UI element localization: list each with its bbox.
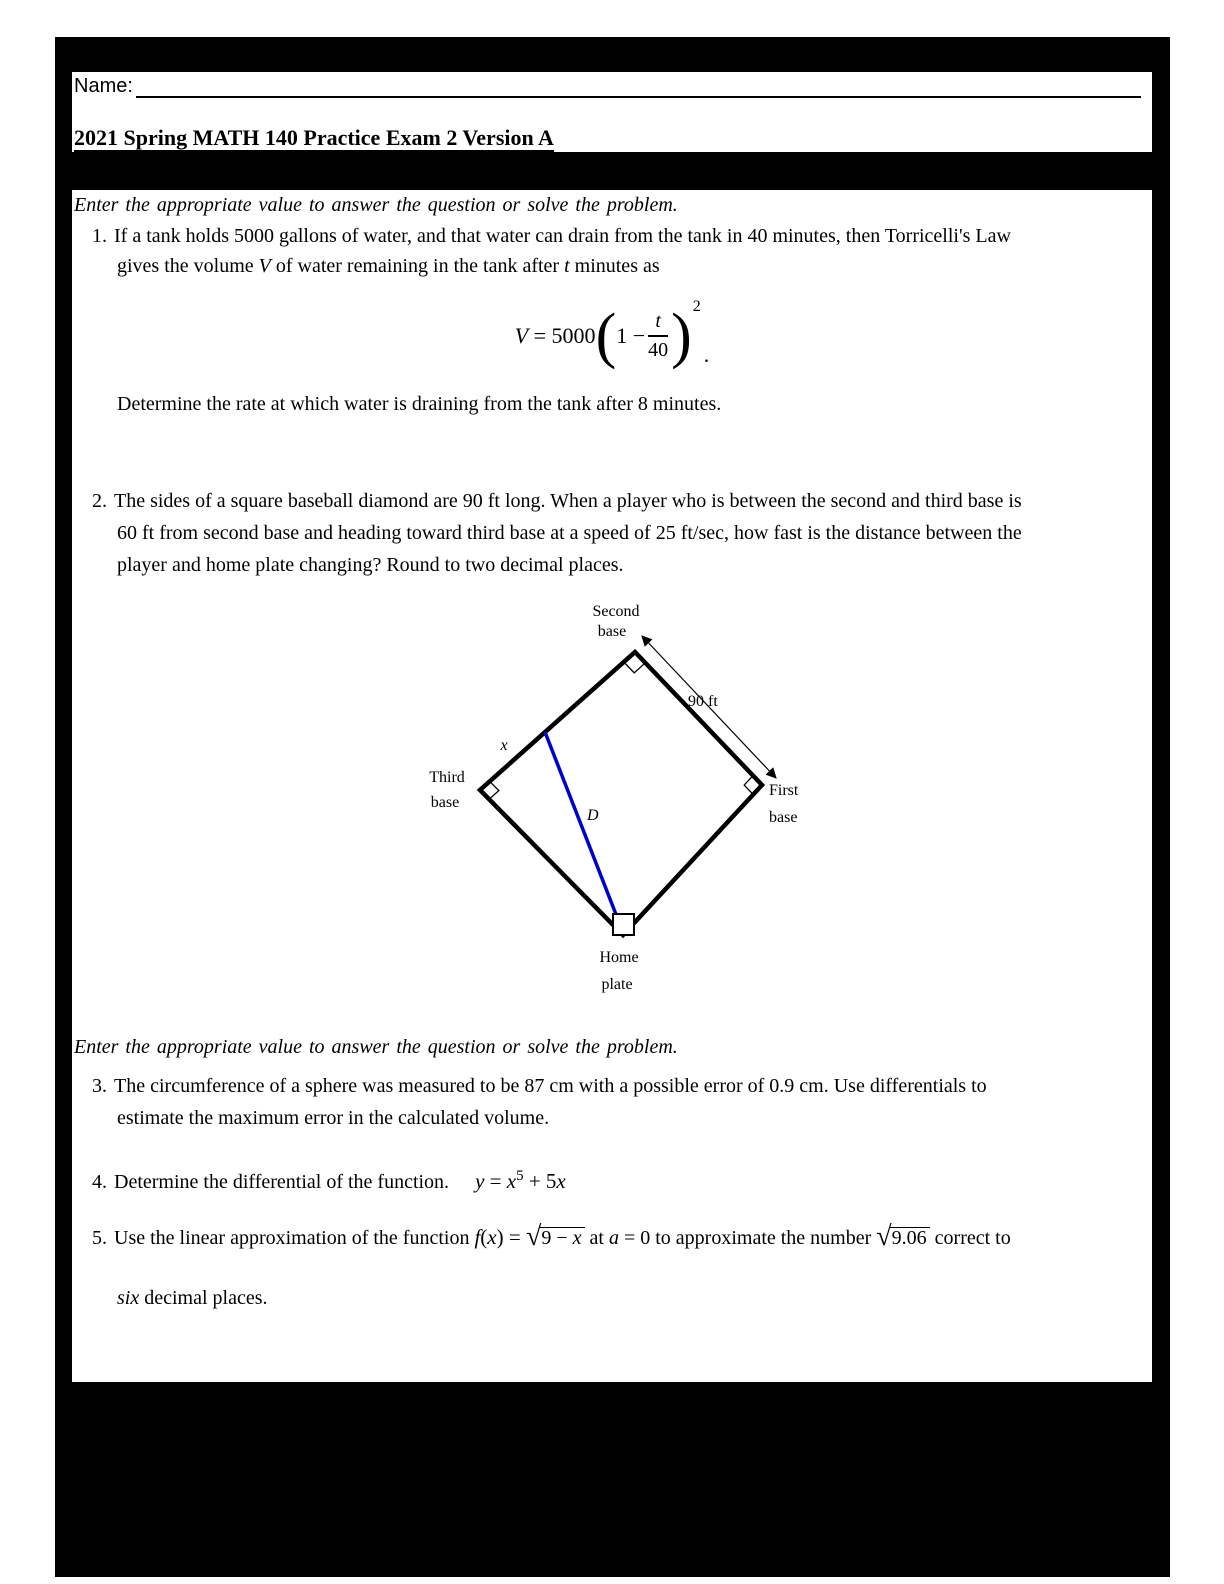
third-base-label: Third: [429, 769, 465, 786]
radical-9-minus-x: [526, 1223, 585, 1251]
var-x: x: [556, 1169, 566, 1193]
formula-exponent: 2: [692, 298, 701, 315]
radicand-text: 9.06: [890, 1227, 930, 1249]
var-f: f: [474, 1225, 481, 1249]
problem-5-line-2: [117, 1286, 268, 1311]
plus-term: + 5: [523, 1169, 557, 1193]
exponent-5: 5: [516, 1168, 524, 1184]
right-paren: ): [496, 1225, 504, 1249]
fraction-denominator: 40: [648, 339, 669, 361]
problem-5-text: = 0 to approximate the number: [618, 1227, 877, 1249]
problem-1-line-2: [117, 254, 660, 279]
problem-4-line: [92, 1164, 566, 1195]
right-angle-mark-second-base: [624, 662, 646, 673]
formula-coefficient: = 5000: [528, 323, 596, 348]
side-length-label: 90 ft: [688, 693, 718, 710]
name-row: [74, 74, 1150, 98]
formula-one-minus: 1 −: [616, 323, 646, 348]
header-box: [72, 72, 1152, 152]
left-paren: (: [595, 302, 617, 370]
formula-var-V: V: [514, 323, 529, 348]
problem-3-number: 3.: [92, 1075, 107, 1097]
baseball-diagram: [420, 590, 860, 1000]
radical-icon: √: [876, 1221, 892, 1253]
var-x: x: [506, 1169, 517, 1193]
equals-sign: =: [503, 1225, 526, 1249]
problem-2-line-3: player and home plate changing? Round to two decimal places.: [117, 554, 624, 576]
first-base-label: First: [769, 782, 799, 799]
diamond-outline: [480, 652, 762, 935]
home-plate-label: plate: [601, 976, 633, 993]
fraction-numerator: t: [648, 310, 668, 337]
problem-1-number: 1.: [92, 225, 107, 247]
x-distance-label: x: [500, 737, 508, 754]
problem-1-text: minutes as: [569, 255, 660, 277]
second-base-label: base: [597, 623, 627, 640]
right-paren: ): [671, 302, 692, 370]
problem-5-number: 5.: [92, 1227, 107, 1249]
problem-5-text: at: [584, 1227, 609, 1249]
home-plate-label: Home: [599, 949, 639, 966]
problem-1-text: gives the volume: [117, 255, 259, 277]
problem-2-line-2: 60 ft from second base and heading toward third base at a speed of 25 ft/sec, how fast is the distance between the: [117, 522, 1022, 544]
problem-5-text: correct to: [929, 1227, 1011, 1249]
page-black-frame: [55, 37, 1170, 1577]
radicand-text: 9 −: [541, 1227, 573, 1250]
radical-9-06: [876, 1223, 929, 1251]
instruction-line-1: Enter the appropriate value to answer the question or solve the problem.: [74, 194, 678, 216]
differential-formula: [475, 1169, 566, 1193]
third-base-label: base: [430, 794, 460, 811]
problem-3-text: The circumference of a sphere was measured to be 87 cm with a possible error of 0.9 cm. Use differentials to: [114, 1075, 987, 1097]
first-base-label: base: [769, 809, 798, 826]
right-angle-mark-third-base: [489, 781, 499, 799]
var-a: a: [608, 1227, 619, 1249]
problem-1-line-1: [92, 224, 1011, 249]
problem-5-line-1: [92, 1221, 1011, 1253]
problem-2-line-1: [92, 489, 1022, 514]
problem-3-line-1: [92, 1074, 987, 1099]
left-paren: (: [480, 1225, 488, 1249]
var-x: x: [487, 1225, 497, 1249]
radical-icon: √: [525, 1221, 542, 1253]
problem-1-text: If a tank holds 5000 gallons of water, and that water can drain from the tank in 40 minutes, then Torricelli's Law: [114, 225, 1011, 247]
problem-4-number: 4.: [92, 1171, 107, 1193]
formula-period: .: [703, 342, 710, 367]
var-V: V: [258, 255, 271, 277]
second-base-label: Second: [592, 603, 640, 620]
name-underline: [136, 74, 1141, 98]
var-x: x: [572, 1227, 582, 1250]
problem-2-number: 2.: [92, 490, 107, 512]
instruction-line-2: Enter the appropriate value to answer the question or solve the problem.: [74, 1036, 678, 1058]
six-italic: six: [117, 1287, 140, 1309]
problem-3-line-2: estimate the maximum error in the calculated volume.: [117, 1107, 550, 1129]
problem-5-text: decimal places.: [139, 1287, 268, 1309]
distance-D-label: D: [587, 807, 599, 824]
problem-1-text: of water remaining in the tank after: [270, 255, 565, 277]
torricelli-formula: [72, 296, 1152, 376]
var-y: y: [475, 1169, 485, 1193]
right-angle-mark-first-base: [744, 776, 753, 795]
problem-1-question: Determine the rate at which water is draining from the tank after 8 minutes.: [117, 393, 722, 415]
problem-2-text: The sides of a square baseball diamond are 90 ft long. When a player who is between the second and third base is: [114, 490, 1022, 512]
main-content-box: [72, 190, 1152, 1382]
sqrt-formula-fx: [474, 1221, 584, 1253]
fraction-t-over-40: [648, 310, 668, 362]
problem-5-text: Use the linear approximation of the function: [114, 1227, 475, 1249]
name-label: Name:: [74, 75, 133, 97]
exam-title: 2021 Spring MATH 140 Practice Exam 2 Version A: [74, 125, 554, 150]
home-plate-square: [613, 914, 634, 935]
problem-4-text: Determine the differential of the function.: [114, 1171, 450, 1193]
equals-sign: =: [484, 1169, 507, 1193]
var-t: t: [564, 255, 570, 277]
